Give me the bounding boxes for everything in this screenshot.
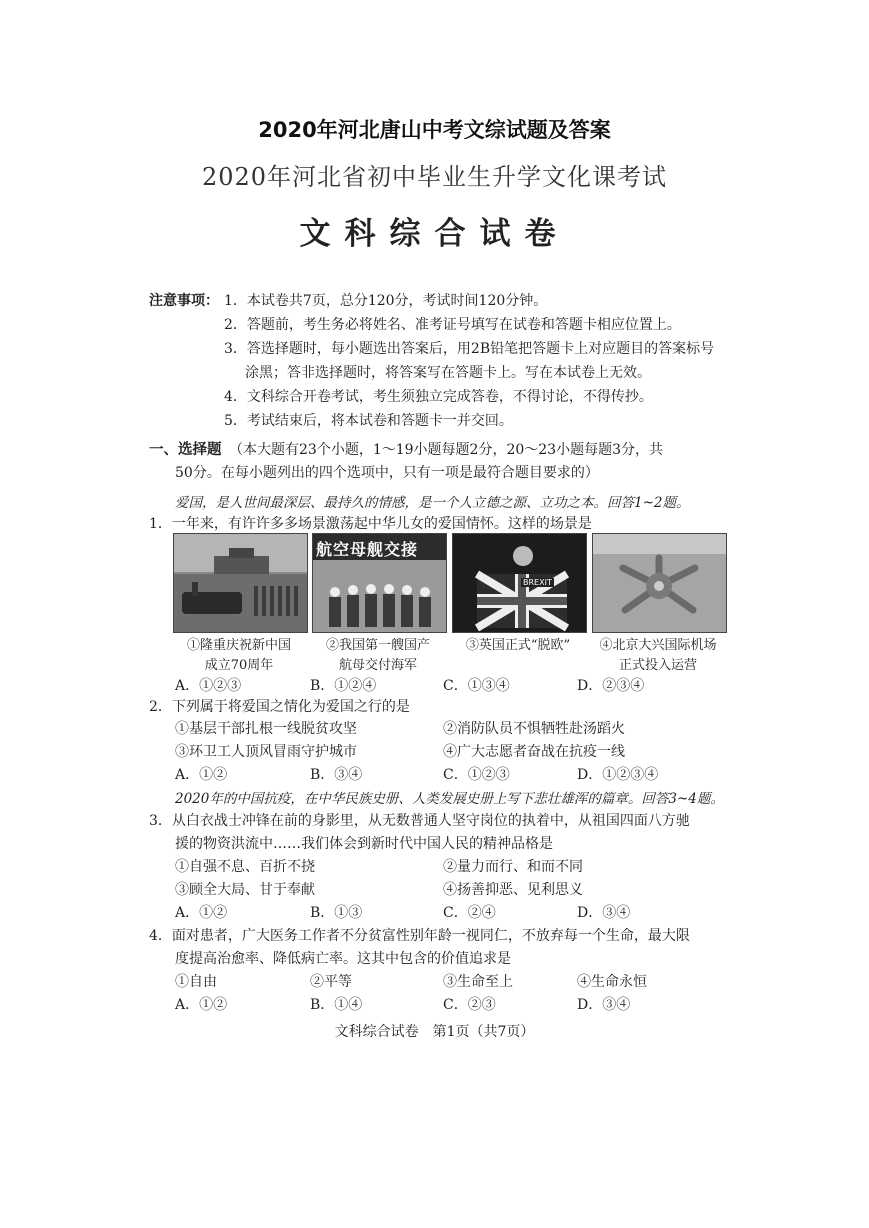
q3-item-1: ①自强不息、百折不挠 xyxy=(175,859,315,875)
notice-item-2: 2．答题前，考生务必将姓名、准考证号填写在试卷和答题卡相应位置上。 xyxy=(224,317,681,333)
q4-item-3: ③生命至上 xyxy=(443,974,513,990)
q4-item-1: ①自由 xyxy=(175,974,217,990)
notice-label: 注意事项： xyxy=(149,293,219,309)
q4-option-d[interactable]: D．③④ xyxy=(577,997,631,1013)
q3-option-a[interactable]: A．①② xyxy=(175,905,228,921)
q1-option-d[interactable]: D．②③④ xyxy=(577,678,645,694)
q3-option-b[interactable]: B．①③ xyxy=(310,905,363,921)
section-desc-line2: 50分。在每小题列出的四个选项中，只有一项是最符合题目要求的） xyxy=(175,465,599,481)
exam-subtitle: 2020年河北省初中毕业生升学文化课考试 xyxy=(201,163,668,191)
intro-1-2: 爱国，是人世间最深层、最持久的情感，是一个人立德之源、立功之本。回答1~2题。 xyxy=(175,495,690,511)
q1-option-b[interactable]: B．①②④ xyxy=(310,678,377,694)
q3-option-c[interactable]: C．②④ xyxy=(443,905,496,921)
q1-caption-2: ②我国第一艘国产 航母交付海军 xyxy=(325,638,430,673)
document-title: 2020年河北唐山中考文综试题及答案 xyxy=(258,118,611,142)
notice-item-1: 1．本试卷共7页，总分120分，考试时间120分钟。 xyxy=(224,293,548,309)
q2-option-d[interactable]: D．①②③④ xyxy=(577,767,659,783)
section-heading: 一、选择题 xyxy=(149,441,222,458)
q4-item-4: ④生命永恒 xyxy=(577,974,647,990)
q1-photo-parade xyxy=(173,533,308,633)
q2-item-2: ②消防队员不惧牺牲赴汤蹈火 xyxy=(443,721,625,737)
q1-caption-1: ①隆重庆祝新中国 成立70周年 xyxy=(186,638,291,673)
q3-item-3: ③顾全大局、甘于奉献 xyxy=(175,882,315,898)
q2-option-b[interactable]: B．③④ xyxy=(310,767,363,783)
q2-option-c[interactable]: C．①②③ xyxy=(443,767,510,783)
q1-caption-3: ③英国正式“脱欧” xyxy=(465,638,571,653)
q3-item-2: ②量力而行、和而不同 xyxy=(443,859,583,875)
q2-option-a[interactable]: A．①② xyxy=(175,767,228,783)
q4-option-c[interactable]: C．②③ xyxy=(443,997,496,1013)
q1-stem: 1．一年来，有许许多多场景激荡起中华儿女的爱国情怀。这样的场景是 xyxy=(149,516,592,532)
q1-photo-brexit xyxy=(452,533,587,633)
q1-photo-carrier xyxy=(312,533,447,633)
q3-item-4: ④扬善抑恶、见利思义 xyxy=(443,882,583,898)
q1-option-a[interactable]: A．①②③ xyxy=(175,678,242,694)
q4-option-b[interactable]: B．①④ xyxy=(310,997,363,1013)
q2-stem: 2．下列属于将爱国之情化为爱国之行的是 xyxy=(149,699,410,715)
q3-stem-line2: 援的物资洪流中……我们体会到新时代中国人民的精神品格是 xyxy=(175,836,553,852)
q1-option-c[interactable]: C．①③④ xyxy=(443,678,510,694)
notice-item-3-cont: 涂黑；答非选择题时，将答案写在答题卡上。写在本试卷上无效。 xyxy=(245,365,651,381)
notice-item-3: 3．答选择题时，每小题选出答案后，用2B铅笔把答题卡上对应题目的答案标号 xyxy=(224,341,715,357)
carrier-banner-text: 航空母舰交接 xyxy=(316,540,419,559)
q1-caption-4: ④北京大兴国际机场 正式投入运营 xyxy=(599,638,717,673)
q2-item-1: ①基层干部扎根一线脱贫攻坚 xyxy=(175,721,357,737)
q4-stem-line1: 4．面对患者，广大医务工作者不分贫富性别年龄一视同仁，不放弃每一个生命，最大限 xyxy=(149,928,690,944)
q4-option-a[interactable]: A．①② xyxy=(175,997,228,1013)
section-desc-line1: （本大题有23个小题，1～19小题每题2分，20～23小题每题3分，共 xyxy=(229,442,663,458)
q2-item-4: ④广大志愿者奋战在抗疫一线 xyxy=(443,744,625,760)
q4-stem-line2: 度提高治愈率、降低病亡率。这其中包含的价值追求是 xyxy=(175,951,511,967)
exam-title: 文科综合试卷 xyxy=(299,216,570,252)
q3-stem-line1: 3．从白衣战士冲锋在前的身影里，从无数普通人坚守岗位的执着中，从祖国四面八方驰 xyxy=(149,813,690,829)
brexit-sign: BREXIT xyxy=(523,578,552,587)
intro-3-4: 2020年的中国抗疫，在中华民族史册、人类发展史册上写下悲壮雄浑的篇章。回答3~4题。 xyxy=(175,791,724,807)
q1-photo-airport xyxy=(592,533,727,633)
q3-option-d[interactable]: D．③④ xyxy=(577,905,631,921)
notice-item-4: 4．文科综合开卷考试，考生须独立完成答卷，不得讨论，不得传抄。 xyxy=(224,389,653,405)
notice-item-5: 5．考试结束后，将本试卷和答题卡一并交回。 xyxy=(224,413,513,429)
page-footer: 文科综合试卷 第1页（共7页） xyxy=(334,1024,535,1040)
q2-item-3: ③环卫工人顶风冒雨守护城市 xyxy=(175,744,357,760)
q4-item-2: ②平等 xyxy=(310,974,352,990)
